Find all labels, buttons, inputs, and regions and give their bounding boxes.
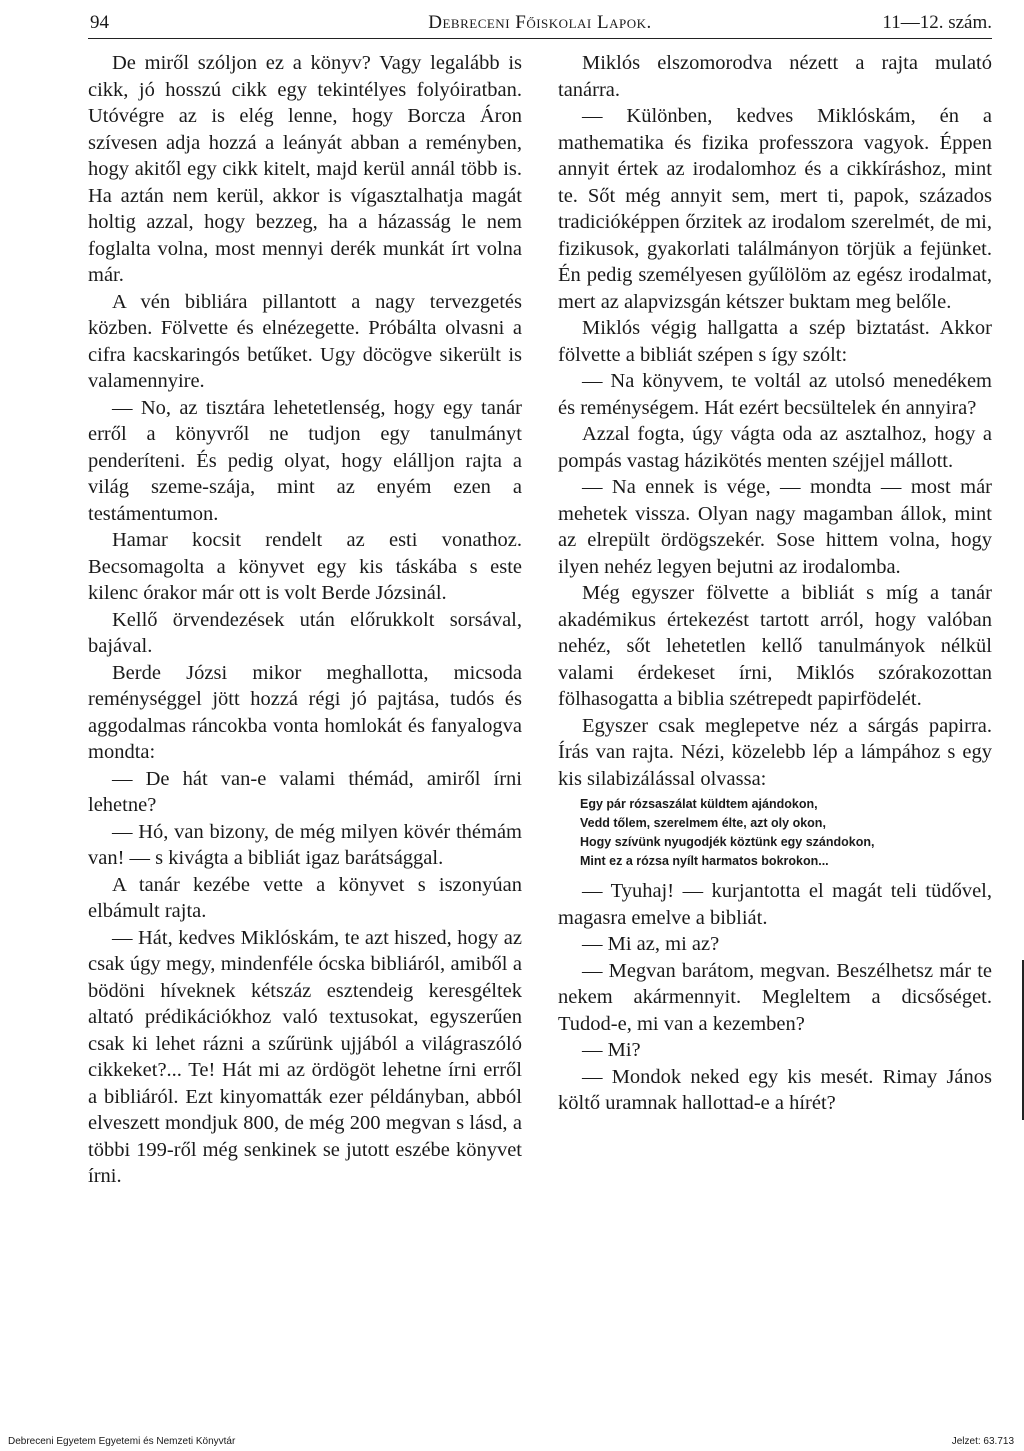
page-header: [88, 8, 992, 39]
paragraph: A vén bibliára pillantott a nagy tervezgetés közben. Fölvette és elnézegette. Próbálta olvasni a cifra kacskaringós betűket. Ugy döcögve sikerült is valamennyire.: [88, 290, 522, 392]
paragraph: — Na könyvem, te voltál az utolsó menedékem és reménységem. Hát ezért becsültelek én annyira?: [558, 370, 992, 419]
poem-line: Egy pár rózsaszálat küldtem ajándokon,: [580, 797, 818, 811]
paragraph: — Hát, kedves Miklóskám, te azt hiszed, hogy az csak úgy megy, mindenféle ócska bibliáról, amiből a bödöni híveknek kétszáz esztendeig keresgéltek altató prédikációkhoz való textusokat, egyszerűen csak ki lehet rázni a szűrünk ujjából a világraszóló cikkeket?... Te! Hát mi az ördögöt lehetne írni erről a bibliáról. Ezt kinyomatták ezer példányban, abból elveszett mondjuk 800, de még 200 megvan s lásd, a többi 199-ről még senkinek se jutott eszébe könyvet írni.: [88, 926, 522, 1187]
paragraph: — Hó, van bizony, de még milyen kövér thémám van! — s kivágta a bibliát igaz barátsággal.: [88, 820, 522, 869]
journal-title: Debreceni Főiskolai Lapok.: [428, 12, 652, 33]
paragraph: Egyszer csak meglepetve néz a sárgás papirra. Írás van rajta. Nézi, közelebb lép a lámpához s egy kis silabizálással olvassa:: [558, 714, 992, 790]
poem-line: Mint ez a rózsa nyílt harmatos bokrokon...: [580, 854, 829, 868]
page-number: 94: [90, 12, 109, 33]
paragraph: — Különben, kedves Miklóskám, én a mathematika és fizika professzora vagyok. Éppen annyit értek az irodalomhoz és a cikkíráshoz, mint te. Sőt még annyit sem, mert ti, papok, százados tradicióképpen őrzitek az irodalom szerelmét, de mi, fizikusok, gyakorlati találmányon törjük a fejünket. Én pedig személyesen gyűlölöm az egész irodalmat, mert az alapvizsgán kétszer buktam meg belőle.: [558, 105, 992, 313]
paragraph: Hamar kocsit rendelt az esti vonathoz. Becsomagolta a könyvet egy kis táskába s este kilenc órakor már ott is volt Berde Józsinál.: [88, 529, 522, 604]
poem-line: Vedd tőlem, szerelmem élte, azt oly okon,: [580, 816, 826, 830]
paragraph: A tanár kezébe vette a könyvet s iszonyúan elbámult rajta.: [88, 873, 522, 922]
poem: [580, 795, 992, 871]
footer-shelfmark: Jelzet: 63.713: [951, 1436, 1014, 1447]
issue-number: 11—12. szám.: [882, 12, 992, 33]
paragraph: — No, az tisztára lehetetlenség, hogy egy tanár erről a könyvről ne tudjon egy tanulmányt penderíteni. És pedig olyat, hogy elálljon rajta a világ szeme-szája, mint az enyém ezen a testámentumon.: [88, 396, 522, 525]
paragraph: — Tyuhaj! — kurjantotta el magát teli tüdővel, magasra emelve a bibliát.: [558, 880, 992, 929]
right-column: [558, 50, 992, 1117]
footer-library: Debreceni Egyetem Egyetemi és Nemzeti Könyvtár: [8, 1436, 236, 1447]
paragraph: — Mi az, mi az?: [582, 933, 720, 955]
paragraph: Még egyszer fölvette a bibliát s míg a tanár akadémikus értekezést tartott arról, hogy valóban nehéz, sőt lehetetlen kellő tanulmányok nélkül valami érdekeset írni, Miklós szórakozottan fölhasogatta a biblia szétrepedt papirfödelét.: [558, 582, 992, 710]
left-column: [88, 50, 522, 1190]
paragraph: — De hát van-e valami thémád, amiről írni lehetne?: [88, 767, 522, 816]
paragraph: Berde Józsi mikor meghallotta, micsoda reménységgel jött hozzá régi jó pajtása, tudós és aggodalmas ráncokba vonta homlokát és fanyalogva mondta:: [88, 661, 522, 763]
paragraph: — Mi?: [582, 1039, 641, 1061]
poem-line: Hogy szívünk nyugodjék köztünk egy szándokon,: [580, 835, 875, 849]
paragraph: — Na ennek is vége, — mondta — most már mehetek vissza. Olyan nagy magamban állok, mint az elrepült ördögszekér. Sose hittem volna, hogy ilyen nehéz legyen bejutni az irodalomba.: [558, 476, 992, 578]
paragraph: — Mondok neked egy kis mesét. Rimay János költő uramnak hallottad-e a hírét?: [558, 1065, 992, 1114]
paragraph: De miről szóljon ez a könyv? Vagy legalább is cikk, jó hosszú cikk egy tekintélyes folyóiratban. Utóvégre az is elég lenne, hogy Borcza Áron szívesen adja hozzá a leányát abban a reményben, hogy akitől egy cikk kitelt, majd kerül annál több is. Ha aztán nem kerül, akkor is vígasztalhatja magát holtig azzal, hogy bezzeg, ha a házasság le nem foglalta volna, most mennyi derék munkát írt volna már.: [88, 52, 522, 286]
paragraph: — Megvan barátom, megvan. Beszélhetsz már te nekem akármennyit. Megleltem a dicsőséget. Tudod-e, mi van a kezemben?: [558, 959, 992, 1035]
paragraph: Azzal fogta, úgy vágta oda az asztalhoz, hogy a pompás vastag házikötés menten széjjel mállott.: [558, 423, 992, 472]
paragraph: Kellő örvendezések után előrukkolt sorsával, bajával.: [88, 608, 522, 657]
paragraph: Miklós végig hallgatta a szép biztatást. Akkor fölvette a bibliát szépen s így szólt:: [558, 317, 992, 366]
paragraph: Miklós elszomorodva nézett a rajta mulató tanárra.: [558, 52, 992, 101]
